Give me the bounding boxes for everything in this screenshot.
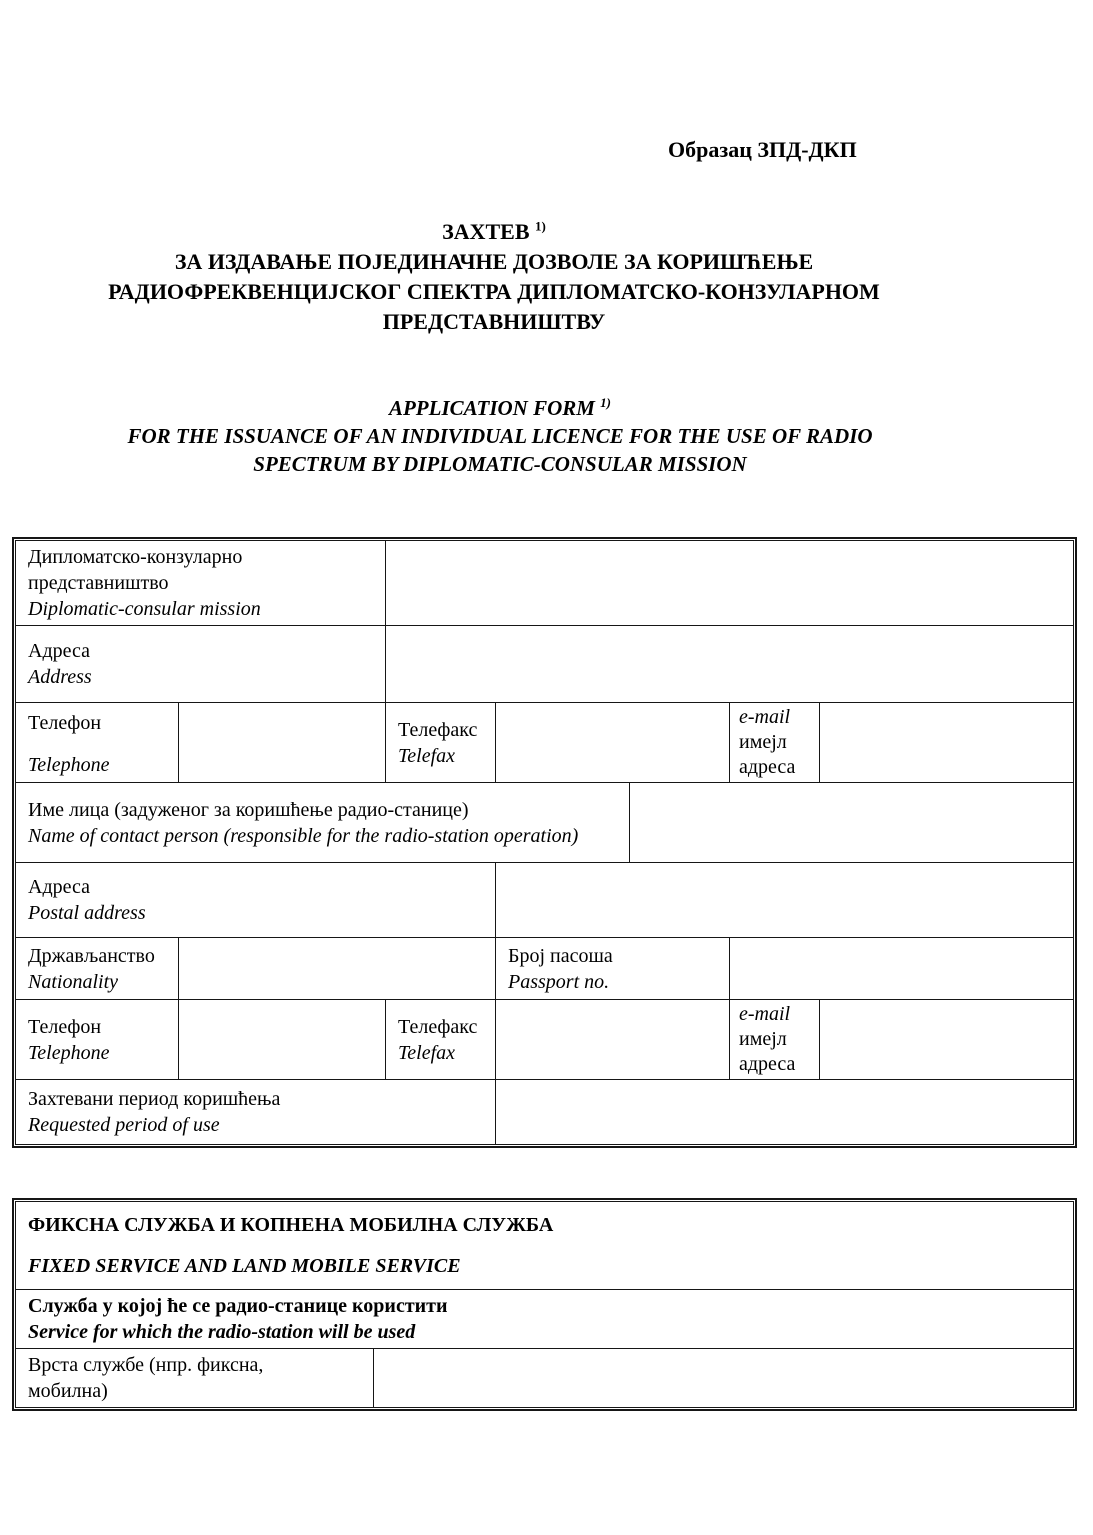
period-input-cell bbox=[496, 1080, 1074, 1145]
contact-fax-label-en: Telefax bbox=[398, 1041, 456, 1064]
row-contact-phone-fax-email bbox=[16, 1000, 1074, 1080]
passport-input-cell bbox=[730, 938, 1074, 1000]
service-type-label-sr: Врста службе (нпр. фиксна, мобилна) bbox=[28, 1354, 264, 1402]
contact-label-cell bbox=[16, 783, 630, 863]
phone-label-sr: Телефон bbox=[28, 711, 102, 734]
title-en-line1: APPLICATION FORM $^{1)}$ bbox=[388, 395, 612, 420]
title-en-line3: SPECTRUM BY DIPLOMATIC-CONSULAR MISSION bbox=[253, 452, 747, 476]
contact-input-cell bbox=[630, 783, 1074, 863]
contact-phone-label-cell bbox=[16, 1000, 179, 1080]
title-serbian bbox=[0, 217, 988, 337]
contact-email-label-line2: имејл bbox=[739, 1028, 787, 1050]
service-header-cell bbox=[16, 1202, 1074, 1290]
service-header-en: FIXED SERVICE AND LAND MOBILE SERVICE bbox=[28, 1255, 461, 1277]
address-label-en: Address bbox=[28, 666, 92, 688]
title-en-line2: FOR THE ISSUANCE OF AN INDIVIDUAL LICENCE FOR THE USE OF RADIO bbox=[127, 424, 873, 448]
email-label-line2: имејл bbox=[739, 731, 787, 753]
postal-label-en: Postal address bbox=[28, 902, 146, 924]
contact-fax-input-cell bbox=[496, 1000, 730, 1080]
contact-email-label-line1: e-mail bbox=[739, 1003, 791, 1025]
applicant-table bbox=[12, 537, 1077, 1148]
period-label-en: Requested period of use bbox=[28, 1114, 220, 1136]
address-label-sr: Адреса bbox=[28, 640, 90, 662]
address-input-cell bbox=[386, 626, 1074, 703]
nationality-label-sr: Држављанство bbox=[28, 944, 155, 967]
contact-phone-label-sr: Телефон bbox=[28, 1015, 102, 1038]
service-type-input-cell bbox=[374, 1349, 1074, 1408]
row-service-usage bbox=[16, 1290, 1074, 1349]
postal-input-cell bbox=[496, 863, 1074, 938]
row-service-header bbox=[16, 1202, 1074, 1290]
period-label-cell bbox=[16, 1080, 496, 1145]
service-usage-en: Service for which the radio-station will be used bbox=[28, 1321, 416, 1343]
phone-label-en: Telephone bbox=[28, 753, 110, 776]
email-label-cell bbox=[730, 703, 820, 783]
row-nationality-passport bbox=[16, 938, 1074, 1000]
service-type-label-cell bbox=[16, 1349, 374, 1408]
nationality-input-cell bbox=[179, 938, 496, 1000]
title-sr-line1: ЗАХТЕВ $^{1)}$ bbox=[442, 218, 546, 244]
row-contact-person bbox=[16, 783, 1074, 863]
title-english bbox=[0, 394, 1000, 478]
contact-email-input-cell bbox=[820, 1000, 1074, 1080]
contact-phone-input-cell bbox=[179, 1000, 386, 1080]
service-usage-sr: Служба у којој ће се радио-станице користити bbox=[28, 1295, 448, 1317]
mission-label-sr: Дипломатско-конзуларно представништво bbox=[28, 546, 243, 594]
row-phone-fax-email bbox=[16, 703, 1074, 783]
passport-label-sr: Број пасоша bbox=[508, 944, 613, 967]
contact-email-label-line3: адреса bbox=[739, 1053, 796, 1075]
period-label-sr: Захтевани период коришћења bbox=[28, 1088, 281, 1110]
form-code: Образац ЗПД-ДКП bbox=[668, 137, 857, 162]
title-sr-line2: ЗА ИЗДАВАЊЕ ПОЈЕДИНАЧНЕ ДОЗВОЛЕ ЗА КОРИШЋЕЊЕ bbox=[174, 249, 814, 274]
phone-input-cell bbox=[179, 703, 386, 783]
contact-fax-label-sr: Телефакс bbox=[398, 1015, 478, 1038]
postal-label-cell bbox=[16, 863, 496, 938]
fax-label-sr: Телефакс bbox=[398, 718, 478, 741]
passport-label-cell bbox=[496, 938, 730, 1000]
service-table bbox=[12, 1198, 1077, 1411]
fax-label-en: Telefax bbox=[398, 744, 456, 767]
email-input-cell bbox=[820, 703, 1074, 783]
mission-input-cell bbox=[386, 541, 1074, 626]
contact-phone-label-en: Telephone bbox=[28, 1041, 110, 1064]
service-usage-cell bbox=[16, 1290, 1074, 1349]
contact-label-en: Name of contact person (responsible for the radio-station operation) bbox=[28, 824, 579, 847]
fax-input-cell bbox=[496, 703, 730, 783]
passport-label-en: Passport no. bbox=[508, 970, 610, 993]
mission-label-en: Diplomatic-consular mission bbox=[28, 598, 261, 620]
mission-label-cell bbox=[16, 541, 386, 626]
address-label-cell bbox=[16, 626, 386, 703]
contact-fax-label-cell bbox=[386, 1000, 496, 1080]
phone-label-cell bbox=[16, 703, 179, 783]
footnote-marker: 1) bbox=[535, 218, 546, 234]
nationality-label-en: Nationality bbox=[28, 970, 118, 993]
row-address bbox=[16, 626, 1074, 703]
email-label-line3: адреса bbox=[739, 756, 796, 778]
contact-email-label-cell bbox=[730, 1000, 820, 1080]
row-postal-address bbox=[16, 863, 1074, 938]
contact-label-sr: Име лица (задуженог за коришћење радио-станице) bbox=[28, 798, 469, 821]
row-mission bbox=[16, 541, 1074, 626]
title-sr-line4: ПРЕДСТАВНИШТВУ bbox=[382, 309, 606, 334]
postal-label-sr: Адреса bbox=[28, 876, 90, 898]
row-service-type bbox=[16, 1349, 1074, 1408]
email-label-line1: e-mail bbox=[739, 706, 791, 728]
fax-label-cell bbox=[386, 703, 496, 783]
title-sr-line3: РАДИОФРЕКВЕНЦИЈСКОГ СПЕКТРА ДИПЛОМАТСКО-КОНЗУЛАРНОМ bbox=[108, 279, 880, 304]
footnote-marker-en: 1) bbox=[600, 395, 612, 410]
service-header-sr: ФИКСНА СЛУЖБА И КОПНЕНА МОБИЛНА СЛУЖБА bbox=[28, 1214, 554, 1236]
nationality-label-cell bbox=[16, 938, 179, 1000]
row-period-of-use bbox=[16, 1080, 1074, 1145]
